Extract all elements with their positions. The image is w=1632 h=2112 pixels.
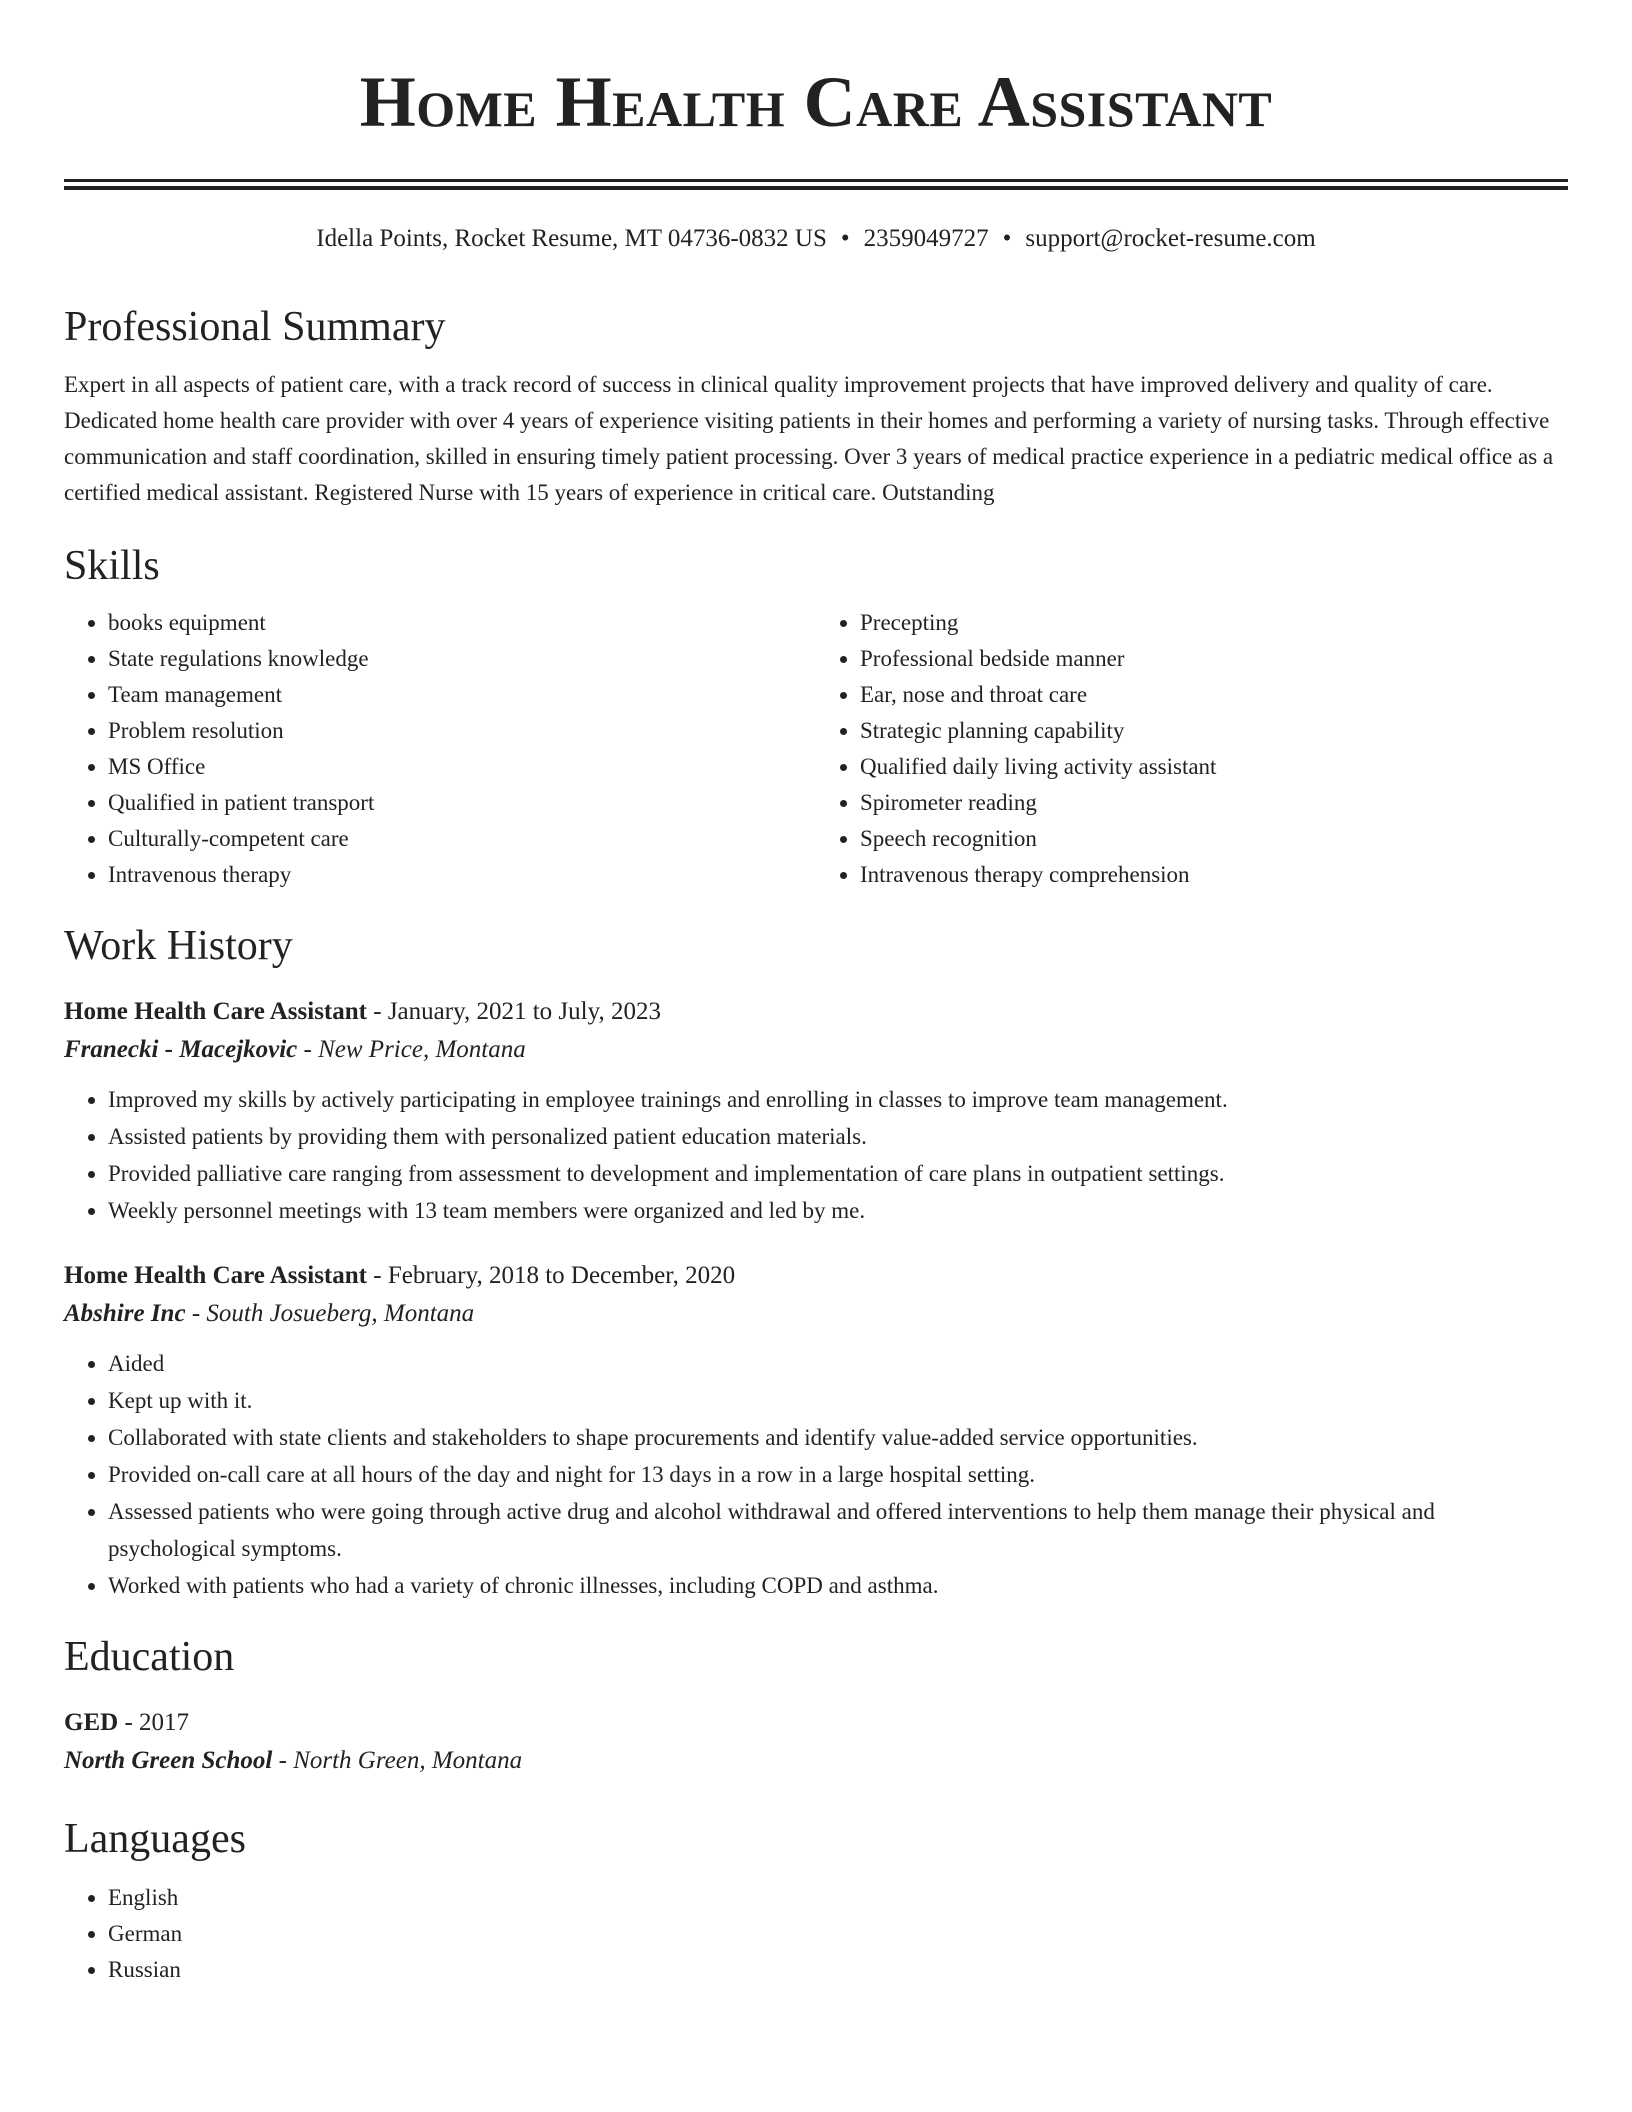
education-degree-line [64,1704,1568,1742]
job-dates: - February, 2018 to December, 2020 [367,1262,736,1289]
education-degree: GED [64,1709,119,1736]
job-bullet: • Provided on-call care at all hours of the day and night for 13 days in a row in a large hospital setting. [108,1456,1568,1493]
contact-separator: • [840,225,850,252]
job-company: Franecki - Macejkovic [64,1036,298,1063]
skill-item: • State regulations knowledge [108,641,816,677]
language-item: • German [108,1916,1568,1952]
job-bullet: • Collaborated with state clients and stakeholders to shape procurements and identify value-added service opportunities. [108,1419,1568,1456]
job-entry [64,993,1568,1229]
job-dates: - January, 2021 to July, 2023 [367,998,661,1025]
job-bullet: • Provided palliative care ranging from assessment to development and implementation of care plans in outpatient settings. [108,1155,1568,1192]
education-school: North Green School [64,1747,273,1774]
job-title: Home Health Care Assistant [64,998,367,1025]
skills-list-right [816,605,1568,893]
contact-phone: 2359049727 [863,225,989,252]
education-school-line [64,1742,1568,1780]
skill-item: • Professional bedside manner [860,641,1568,677]
skill-item: • Precepting [860,605,1568,641]
skill-item: • Problem resolution [108,713,816,749]
skill-item: • books equipment [108,605,816,641]
education-heading: Education [64,1634,235,1680]
job-bullet: • Improved my skills by actively participating in employee trainings and enrolling in classes to improve team management. [108,1081,1568,1118]
contact-email: support@rocket-resume.com [1025,225,1316,252]
skill-item: • Qualified daily living activity assistant [860,749,1568,785]
work-history-heading: Work History [64,923,293,969]
skill-item: • Strategic planning capability [860,713,1568,749]
job-bullet: • Worked with patients who had a variety of chronic illnesses, including COPD and asthma. [108,1567,1568,1604]
language-item: • Russian [108,1952,1568,1988]
job-bullet: • Assessed patients who were going through active drug and alcohol withdrawal and offered interventions to help them manage their physical and psychological symptoms. [108,1493,1568,1567]
languages-list [64,1880,1568,1988]
job-location: - South Josueberg, Montana [185,1300,475,1327]
skill-item: • Intravenous therapy [108,857,816,893]
skills-list-left [64,605,816,893]
job-bullet: • Weekly personnel meetings with 13 team members were organized and led by me. [108,1192,1568,1229]
skill-item: • Ear, nose and throat care [860,677,1568,713]
job-bullets [64,1081,1568,1229]
language-item: • English [108,1880,1568,1916]
job-bullet: • Aided [108,1345,1568,1382]
skills-columns [64,605,1568,893]
job-entry [64,1257,1568,1604]
skill-item: • Intravenous therapy comprehension [860,857,1568,893]
contact-line [64,224,1568,254]
skills-heading: Skills [64,543,160,589]
job-bullets [64,1345,1568,1604]
education-location: - North Green, Montana [272,1747,523,1774]
skill-item: • Speech recognition [860,821,1568,857]
job-title-line [64,993,1568,1031]
job-bullet: • Assisted patients by providing them with personalized patient education materials. [108,1118,1568,1155]
job-location: - New Price, Montana [297,1036,526,1063]
job-title-line [64,1257,1568,1295]
job-company-line [64,1031,1568,1069]
summary-heading: Professional Summary [64,304,446,350]
skill-item: • MS Office [108,749,816,785]
summary-text: Expert in all aspects of patient care, with a track record of success in clinical quality improvement projects that have improved delivery and quality of care. Dedicated home health care provider with over 4 years of experience visiting patients in their homes and performing a variety of nursing tasks. Through effective communication and staff coordination, skilled in ensuring timely patient processing. Over 3 years of medical practice experience in a pediatric medical office as a certified medical assistant. Registered Nurse with 15 years of experience in critical care. Outstanding [64,372,1554,505]
skill-item: • Spirometer reading [860,785,1568,821]
education-year: - 2017 [118,1709,190,1736]
job-title: Home Health Care Assistant [64,1262,367,1289]
resume-title: Home Health Care Assistant [359,62,1273,142]
skill-item: • Team management [108,677,816,713]
title-divider [64,179,1568,190]
languages-heading: Languages [64,1816,246,1862]
job-company: Abshire Inc [64,1300,186,1327]
job-bullet: • Kept up with it. [108,1382,1568,1419]
job-company-line [64,1295,1568,1333]
contact-address: Idella Points, Rocket Resume, MT 04736-0832 US [316,225,827,252]
contact-separator: • [1002,225,1012,252]
skill-item: • Qualified in patient transport [108,785,816,821]
skill-item: • Culturally-competent care [108,821,816,857]
